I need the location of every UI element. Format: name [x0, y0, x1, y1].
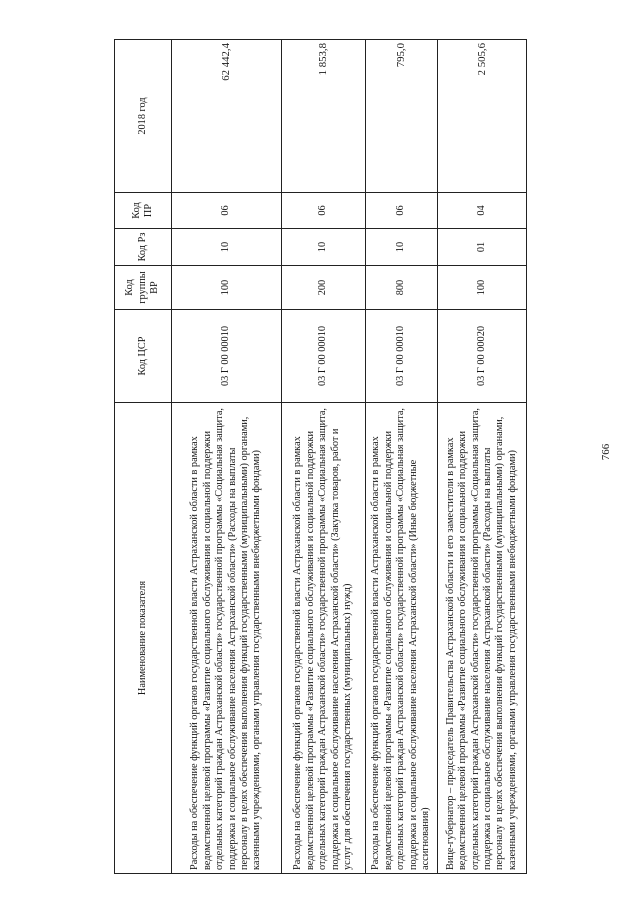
- row-pr: 06: [172, 193, 282, 229]
- row-rz: 10: [172, 229, 282, 266]
- table-row: [366, 40, 438, 874]
- row-name: Вице-губернатор – председатель Правительства Астраханской области и его заместители в рамках ведомственной целевой программы «Развитие социального обслуживания и социальной поддержки отдельных категорий граждан Астраханской области» государственной программы «Социальная защита, поддержка и социальное обслуживание населения Астраханской области» (Расходы на выплаты персоналу в целях обеспечения выполнения функций государственными (муниципальными) органами, казенными учреждениями, органами управления государственными внебюджетными фондами): [438, 403, 527, 874]
- row-pr: 06: [282, 193, 366, 229]
- header-name: Наименование показателя: [115, 403, 172, 874]
- row-pr: 06: [366, 193, 438, 229]
- row-csr: 03 Г 00 00010: [366, 310, 438, 403]
- header-pr: Код ПР: [115, 193, 172, 229]
- row-year-value: 62 442,4: [172, 40, 282, 193]
- budget-table: [114, 39, 527, 874]
- header-year: 2018 год: [115, 40, 172, 193]
- row-vr: 200: [282, 266, 366, 310]
- row-rz: 10: [366, 229, 438, 266]
- table-header-row: [115, 40, 172, 874]
- row-rz: 01: [438, 229, 527, 266]
- rotated-table-container: [114, 40, 526, 874]
- row-vr: 800: [366, 266, 438, 310]
- row-year-value: 2 505,6: [438, 40, 527, 193]
- row-year-value: 1 853,8: [282, 40, 366, 193]
- row-rz: 10: [282, 229, 366, 266]
- header-vr: Код группы ВР: [115, 266, 172, 310]
- header-csr: Код ЦСР: [115, 310, 172, 403]
- row-year-value: 795,0: [366, 40, 438, 193]
- row-name: Расходы на обеспечение функций органов государственной власти Астраханской области в рамках ведомственной целевой программы «Развитие социального обслуживания и социальной поддержки отдельных категорий граждан Астраханской области» государственной программы «Социальная защита, поддержка и социальное обслуживание населения Астраханской области» (Закупка товаров, работ и услуг для обеспечения государственных (муниципальных) нужд): [282, 403, 366, 874]
- row-name: Расходы на обеспечение функций органов государственной власти Астраханской области в рамках ведомственной целевой программы «Развитие социального обслуживания и социальной поддержки отдельных категорий граждан Астраханской области» государственной программы «Социальная защита, поддержка и социальное обслуживание населения Астраханской области» (Расходы на выплаты персоналу в целях обеспечения выполнения функций государственными (муниципальными) органами, казенными учреждениями, органами управления государственными внебюджетными фондами): [172, 403, 282, 874]
- table-row: [282, 40, 366, 874]
- page-number: 766: [600, 443, 612, 461]
- row-name: Расходы на обеспечение функций органов государственной власти Астраханской области в рамках ведомственной целевой программы «Развитие социального обслуживания и социальной поддержки отдельных категорий граждан Астраханской области» государственной программы «Социальная защита, поддержка и социальное обслуживание населения Астраханской области» (Иные бюджетные ассигнования): [366, 403, 438, 874]
- row-vr: 100: [172, 266, 282, 310]
- row-csr: 03 Г 00 00010: [172, 310, 282, 403]
- row-vr: 100: [438, 266, 527, 310]
- row-csr: 03 Г 00 00010: [282, 310, 366, 403]
- table-row: [438, 40, 527, 874]
- table-row: [172, 40, 282, 874]
- row-csr: 03 Г 00 00020: [438, 310, 527, 403]
- header-rz: Код Рз: [115, 229, 172, 266]
- row-pr: 04: [438, 193, 527, 229]
